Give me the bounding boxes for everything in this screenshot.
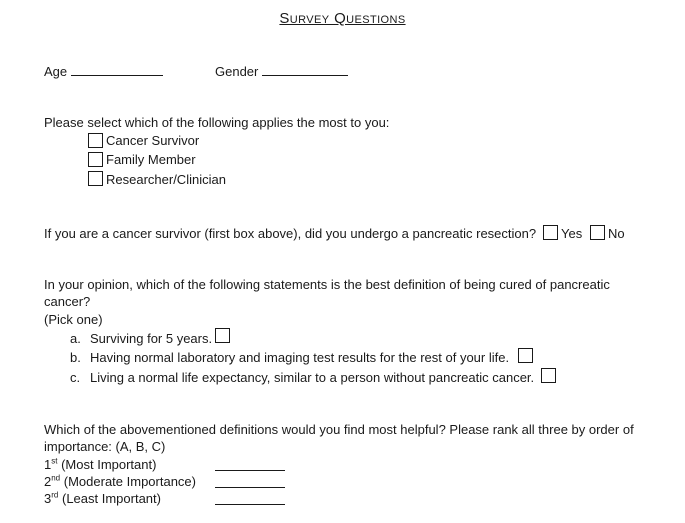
checkbox-option-c[interactable] (541, 368, 556, 383)
rank-suffix: st (51, 456, 58, 466)
q3-instruction: (Pick one) (44, 312, 103, 327)
q3-prompt-line1: In your opinion, which of the following statements is the best definition of being cured of pancreatic (44, 277, 610, 292)
q4-prompt-line1: Which of the abovementioned definitions would you find most helpful? Please rank all three by order of (44, 422, 634, 437)
option-letter: b. (70, 350, 81, 365)
checkbox-cancer-survivor[interactable] (88, 133, 103, 148)
checkbox-researcher-clinician[interactable] (88, 171, 103, 186)
rank-suffix: rd (51, 490, 59, 500)
checkbox-yes[interactable] (543, 225, 558, 240)
rank-suffix: nd (51, 473, 61, 483)
option-label: Researcher/Clinician (106, 172, 226, 187)
checkbox-option-b[interactable] (518, 348, 533, 363)
age-blank[interactable] (71, 63, 163, 76)
option-letter: a. (70, 331, 81, 346)
option-text: Surviving for 5 years. (90, 331, 213, 346)
rank-text: (Most Important) (61, 457, 157, 472)
page-title: Survey Questions (279, 10, 406, 27)
option-label: Family Member (106, 152, 196, 167)
age-label: Age (44, 64, 68, 79)
q2-prompt: If you are a cancer survivor (first box above), did you undergo a pancreatic resection? (44, 226, 537, 241)
rank-number: 2 (44, 474, 52, 489)
q4-prompt-line2: importance: (A, B, C) (44, 439, 166, 454)
yes-label: Yes (561, 226, 583, 241)
rank-text: (Moderate Importance) (63, 474, 196, 489)
q1-prompt: Please select which of the following applies the most to you: (44, 115, 390, 130)
option-letter: c. (70, 370, 81, 385)
rank-3-blank[interactable] (215, 504, 285, 505)
checkbox-option-a[interactable] (215, 328, 230, 343)
rank-1-blank[interactable] (215, 470, 285, 471)
option-text: Having normal laboratory and imaging test results for the rest of your life. (90, 350, 510, 365)
rank-2-blank[interactable] (215, 487, 285, 488)
option-text: Living a normal life expectancy, similar to a person without pancreatic cancer. (90, 370, 535, 385)
age-field[interactable] (44, 63, 163, 80)
rank-label-3 (44, 491, 161, 507)
q3-prompt-line2: cancer? (44, 294, 91, 309)
rank-number: 3 (44, 491, 52, 506)
checkbox-family-member[interactable] (88, 152, 103, 167)
gender-blank[interactable] (262, 63, 348, 76)
checkbox-no[interactable] (590, 225, 605, 240)
rank-label-1 (44, 457, 156, 473)
rank-number: 1 (44, 457, 52, 472)
option-label: Cancer Survivor (106, 133, 200, 148)
rank-text: (Least Important) (61, 491, 161, 506)
no-label: No (608, 226, 625, 241)
gender-label: Gender (215, 64, 259, 79)
gender-field[interactable] (215, 63, 348, 80)
rank-label-2 (44, 474, 196, 490)
